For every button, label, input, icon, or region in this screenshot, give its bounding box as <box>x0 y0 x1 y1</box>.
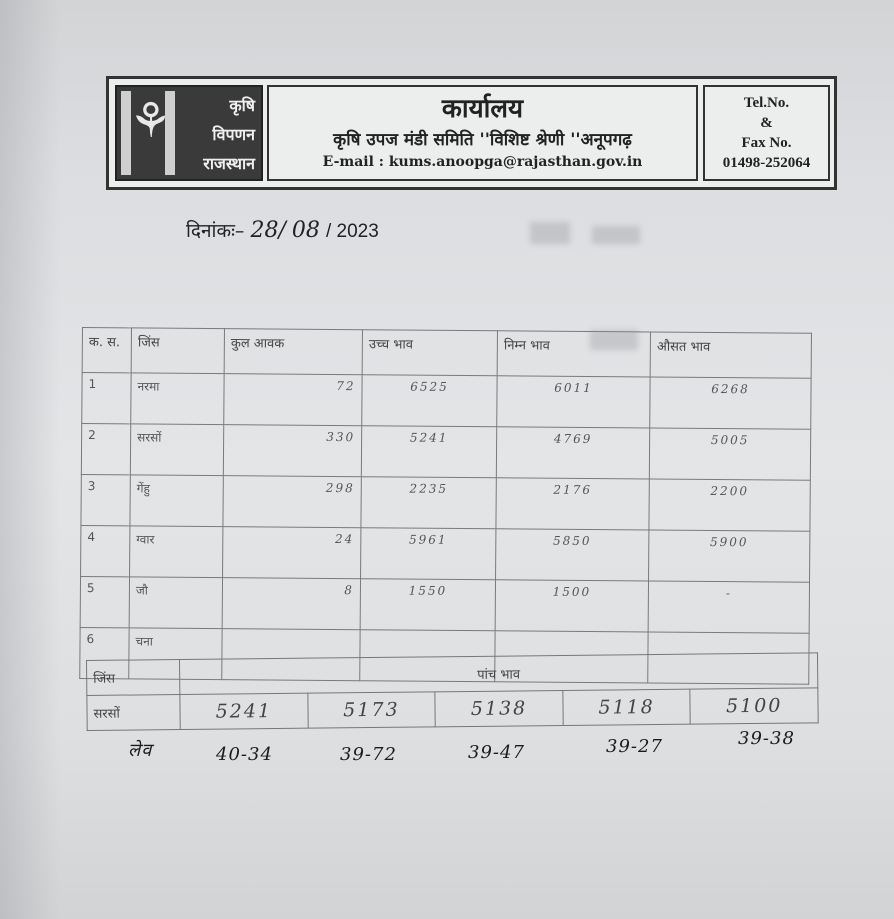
cell-high: 1550 <box>360 579 495 631</box>
table-row <box>81 525 810 582</box>
cell-low: 5850 <box>496 529 649 581</box>
cell-avg: - <box>648 581 809 633</box>
tel-label: Tel.No. <box>743 95 790 111</box>
cell-low: 2176 <box>496 478 649 530</box>
levy-value: 39-38 <box>738 728 795 749</box>
price-value: 5100 <box>690 688 818 724</box>
logo-line: राजस्थान <box>203 154 255 173</box>
letterhead <box>106 76 837 190</box>
levy-value: 39-27 <box>606 736 663 757</box>
logo-text <box>203 91 255 178</box>
price-commodity-header: जिंस <box>87 660 180 696</box>
wheat-icon: ⚘ <box>129 93 173 149</box>
date-day: 28/ <box>250 218 286 243</box>
table-row <box>82 373 811 430</box>
phone-number: 01498-252064 <box>722 155 811 171</box>
levy-value: 39-47 <box>468 742 525 763</box>
col-header-commodity: जिंस <box>131 328 224 374</box>
col-header-sn: क. स. <box>82 328 131 373</box>
col-header-arrival: कुल आवक <box>224 329 362 375</box>
cell-commodity: ग्वार <box>130 526 223 578</box>
table-header-row <box>82 328 811 379</box>
fax-label: Fax No. <box>741 135 792 151</box>
date-year: / 2023 <box>325 221 379 242</box>
cell-commodity: गेंहु <box>130 475 223 527</box>
levy-value: 40-34 <box>216 744 273 765</box>
cell-high: 5961 <box>361 528 496 580</box>
col-header-avg: औसत भाव <box>650 332 811 378</box>
cell-arrival: 24 <box>223 527 361 579</box>
price-value: 5138 <box>435 691 563 727</box>
cell-avg: 2200 <box>649 479 810 531</box>
cell-commodity: चना <box>129 628 222 680</box>
date-month: 08 <box>291 218 320 243</box>
cell-low: 4769 <box>496 427 649 479</box>
cell-avg: 5005 <box>649 428 810 480</box>
cell-sn: 3 <box>81 474 130 525</box>
logo-line: कृषि <box>229 96 255 115</box>
table-row <box>81 474 810 531</box>
price-row <box>87 688 818 731</box>
cell-sn: 4 <box>81 525 130 576</box>
cell-avg: 6268 <box>650 377 811 429</box>
cell-low: 1500 <box>495 580 648 632</box>
cell-sn: 2 <box>81 424 130 475</box>
date-line <box>186 217 379 243</box>
price-value: 5241 <box>180 693 308 729</box>
table-row <box>80 576 809 633</box>
table-row <box>81 424 810 481</box>
cell-commodity: नरमा <box>131 373 224 425</box>
logo-line: विपणन <box>212 125 255 144</box>
office-title: कार्यालय <box>441 94 524 124</box>
cell-commodity: सरसों <box>130 424 223 476</box>
amp: & <box>760 115 773 131</box>
cell-sn: 5 <box>80 576 129 627</box>
cell-sn: 6 <box>80 627 129 678</box>
five-price-table <box>86 652 819 731</box>
cell-arrival: 298 <box>223 476 361 528</box>
mandi-price-table <box>79 327 812 685</box>
cell-arrival: 72 <box>224 374 362 426</box>
cell-arrival: 8 <box>222 578 360 630</box>
email-address: E-mail : kums.anoopga@rajasthan.gov.in <box>322 154 643 170</box>
smudge <box>530 222 570 244</box>
price-value: 5173 <box>307 692 435 728</box>
smudge <box>592 226 640 244</box>
cell-sn: 1 <box>82 373 131 424</box>
cell-commodity: जौ <box>129 577 222 629</box>
price-commodity: सरसों <box>87 695 180 731</box>
col-header-low: निम्न भाव <box>497 331 650 377</box>
contact-box <box>703 85 830 181</box>
cell-high: 5241 <box>361 426 496 478</box>
office-title-box <box>267 85 698 181</box>
logo <box>115 85 263 181</box>
cell-avg: 5900 <box>649 530 810 582</box>
price-header: पांच भाव <box>180 653 818 695</box>
cell-high: 2235 <box>361 477 496 529</box>
cell-low: 6011 <box>497 376 650 428</box>
cell-high: 6525 <box>362 375 497 427</box>
price-value: 5118 <box>563 689 691 725</box>
page-shadow <box>0 0 60 919</box>
levy-value: 39-72 <box>340 744 397 765</box>
col-header-high: उच्च भाव <box>362 330 497 376</box>
committee-name: कृषि उपज मंडी समिति ''विशिष्ट श्रेणी ''अनूपगढ़ <box>333 130 632 150</box>
cell-arrival: 330 <box>223 425 361 477</box>
date-label: दिनांकः– <box>186 220 245 242</box>
levy-label: लेव <box>128 740 153 761</box>
